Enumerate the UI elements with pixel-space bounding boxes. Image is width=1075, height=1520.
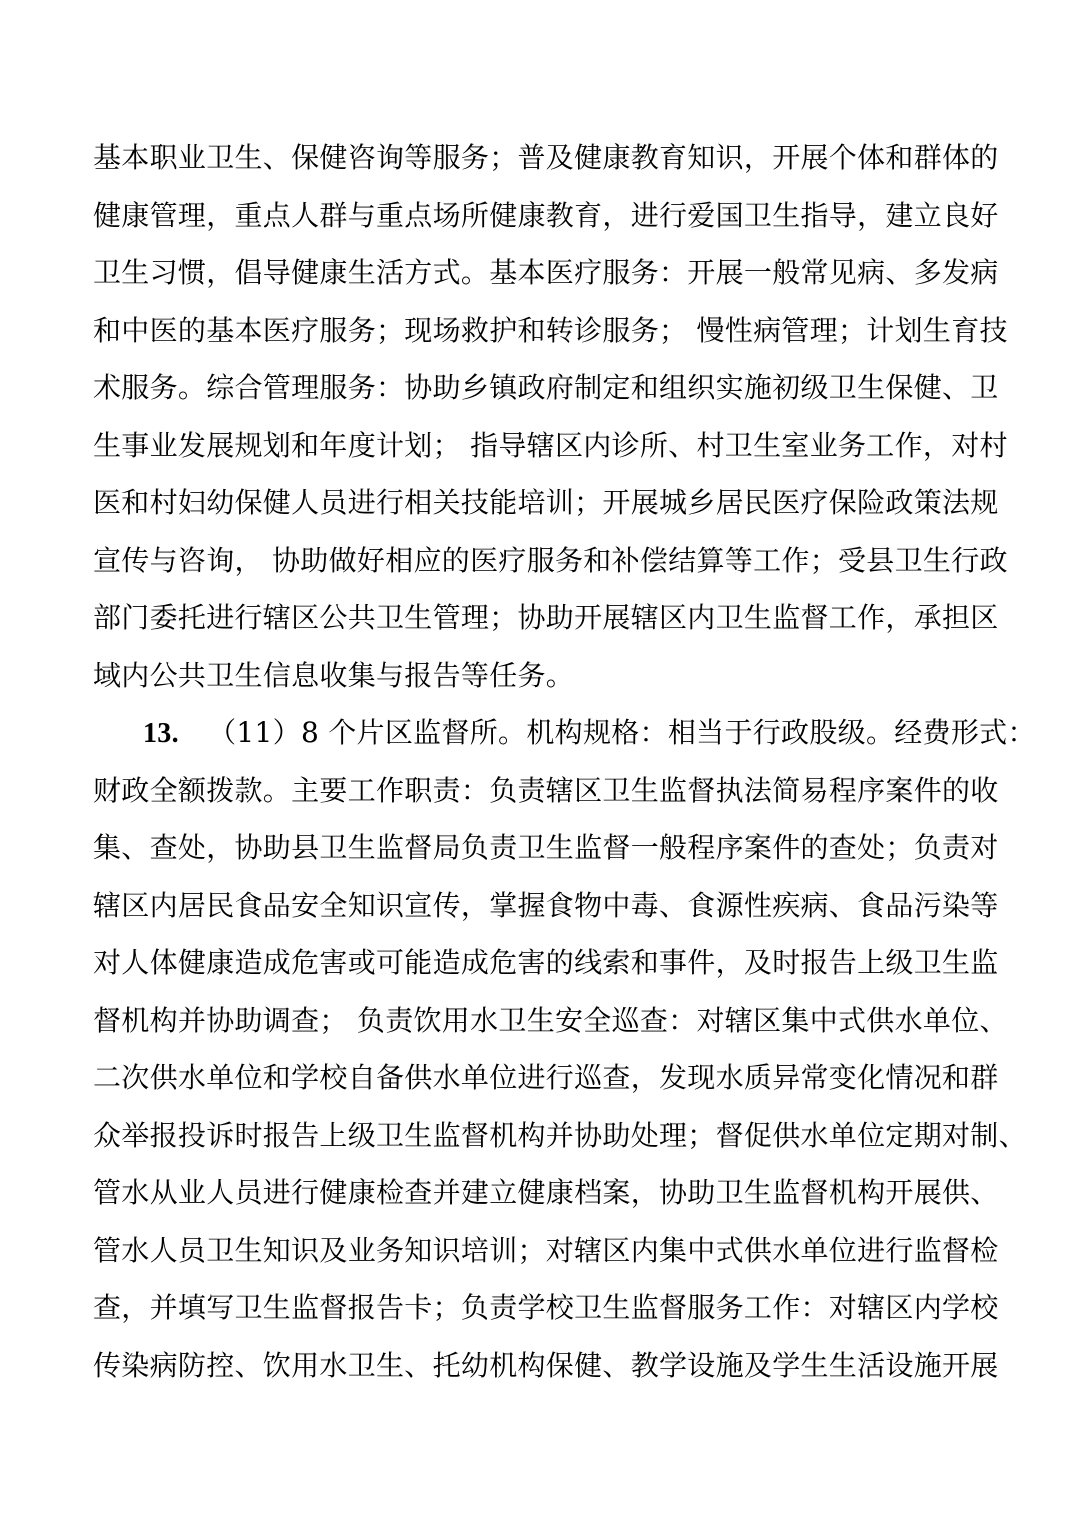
paragraph-2-line-1-text: （11）8 个片区监督所。机构规格：相当于行政股级。经费形式： <box>208 716 1036 749</box>
paragraph-2-line-4: 辖区内居民食品安全知识宣传，掌握食物中毒、食源性疾病、食品污染等 <box>93 889 999 922</box>
paragraph-2-line-3: 集、查处，协助县卫生监督局负责卫生监督一般程序案件的查处；负责对 <box>93 831 999 864</box>
paragraph-1-line-3: 卫生习惯，倡导健康生活方式。基本医疗服务：开展一般常见病、多发病 <box>93 256 999 289</box>
paragraph-1-line-7: 医和村妇幼保健人员进行相关技能培训；开展城乡居民医疗保险政策法规 <box>93 486 999 519</box>
paragraph-1-line-5: 术服务。综合管理服务：协助乡镇政府制定和组织实施初级卫生保健、卫 <box>93 371 999 404</box>
paragraph-2-line-7: 二次供水单位和学校自备供水单位进行巡查，发现水质异常变化情况和群 <box>93 1061 999 1094</box>
paragraph-2-line-2: 财政全额拨款。主要工作职责：负责辖区卫生监督执法简易程序案件的收 <box>93 774 999 807</box>
paragraph-1-line-4: 和中医的基本医疗服务；现场救护和转诊服务； 慢性病管理；计划生育技 <box>93 314 1008 347</box>
paragraph-2-line-6: 督机构并协助调查； 负责饮用水卫生安全巡查：对辖区集中式供水单位、 <box>93 1004 1008 1037</box>
paragraph-2-line-11: 查，并填写卫生监督报告卡；负责学校卫生监督服务工作：对辖区内学校 <box>93 1291 999 1324</box>
paragraph-1-line-9: 部门委托进行辖区公共卫生管理；协助开展辖区内卫生监督工作，承担区 <box>93 601 999 634</box>
paragraph-2-line-9: 管水从业人员进行健康检查并建立健康档案，协助卫生监督机构开展供、 <box>93 1176 999 1209</box>
paragraph-2-line-8: 众举报投诉时报告上级卫生监督机构并协助处理；督促供水单位定期对制、 <box>93 1119 1027 1152</box>
paragraph-1-line-2: 健康管理，重点人群与重点场所健康教育，进行爱国卫生指导，建立良好 <box>93 199 999 232</box>
paragraph-2-first-line <box>143 716 1036 750</box>
paragraph-1-line-10: 域内公共卫生信息收集与报告等任务。 <box>93 659 575 692</box>
paragraph-1-line-1: 基本职业卫生、保健咨询等服务；普及健康教育知识，开展个体和群体的 <box>93 141 999 174</box>
item-number: 13. <box>143 718 179 749</box>
paragraph-2-line-12: 传染病防控、饮用水卫生、托幼机构保健、教学设施及学生生活设施开展 <box>93 1349 999 1382</box>
paragraph-1-line-8: 宣传与咨询， 协助做好相应的医疗服务和补偿结算等工作；受县卫生行政 <box>93 544 1008 577</box>
paragraph-1-line-6: 生事业发展规划和年度计划； 指导辖区内诊所、村卫生室业务工作，对村 <box>93 429 1008 462</box>
paragraph-2-line-5: 对人体健康造成危害或可能造成危害的线索和事件，及时报告上级卫生监 <box>93 946 999 979</box>
paragraph-2-line-10: 管水人员卫生知识及业务知识培训；对辖区内集中式供水单位进行监督检 <box>93 1234 999 1267</box>
